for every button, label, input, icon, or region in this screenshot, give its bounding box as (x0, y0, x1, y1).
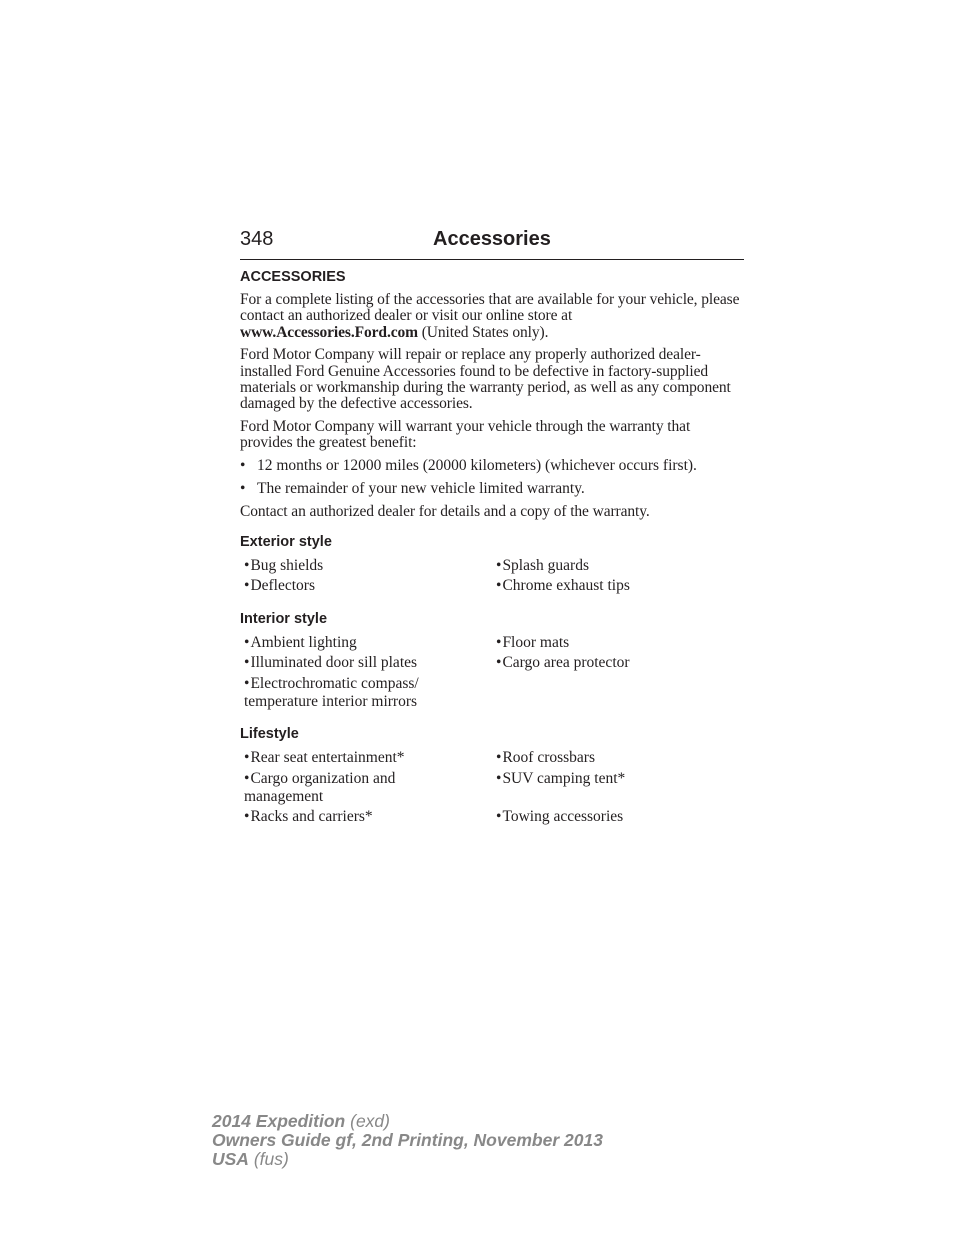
page-number: 348 (240, 228, 274, 250)
list-item: •Roof crossbars (496, 749, 595, 767)
warranty-bullet: • 12 months or 12000 miles (20000 kilometers) (whichever occurs first). (240, 456, 697, 474)
page-header (240, 228, 744, 260)
footer-model-line: 2014 Expedition (exd) (212, 1111, 390, 1131)
list-item: •Ambient lighting (244, 633, 357, 651)
accessories-store-link[interactable]: www.Accessories.Ford.com (240, 323, 418, 341)
chapter-title: Accessories (433, 228, 551, 250)
warranty-paragraph: Ford Motor Company will warrant your vehicle through the warranty that provides the greatest benefit: (240, 417, 691, 452)
list-item: •SUV camping tent* (496, 769, 626, 787)
list-item: •Cargo organization and management (244, 769, 396, 805)
list-item: •Chrome exhaust tips (496, 577, 630, 595)
exterior-list (244, 557, 744, 598)
section-title: ACCESSORIES (240, 269, 346, 285)
list-item: •Towing accessories (496, 808, 624, 826)
list-item: •Floor mats (496, 633, 570, 651)
footer-market-line: USA (fus) (212, 1149, 289, 1169)
lifestyle-list (244, 749, 744, 829)
intro-paragraph: For a complete listing of the accessories that are available for your vehicle, please contact an authorized dealer or visit our online store at www.Accessories.Ford.com (United States only). (240, 291, 740, 341)
contact-paragraph: Contact an authorized dealer for details and a copy of the warranty. (240, 503, 650, 521)
list-item: •Rear seat entertainment* (244, 749, 405, 767)
list-item: •Bug shields (244, 556, 324, 574)
list-item: •Electrochromatic compass/ temperature interior mirrors (244, 674, 419, 710)
page-content (240, 228, 744, 829)
bullet-icon: • (240, 480, 246, 498)
list-item: •Deflectors (244, 577, 315, 595)
list-item: •Racks and carriers* (244, 808, 373, 826)
interior-list (244, 634, 744, 714)
warranty-bullet: • The remainder of your new vehicle limited warranty. (240, 480, 585, 498)
document-footer (212, 1112, 603, 1169)
list-item: •Illuminated door sill plates (244, 654, 418, 672)
list-item: •Splash guards (496, 556, 589, 574)
repair-paragraph: Ford Motor Company will repair or replace any properly authorized dealer-installed Ford Genuine Accessories found to be defective in factory-supplied materials or workmanship during the warranty period, as well as any component damaged by the defective accessories. (240, 346, 731, 413)
footer-printing-line: Owners Guide gf, 2nd Printing, November 2013 (212, 1130, 603, 1150)
interior-heading: Interior style (240, 610, 328, 627)
bullet-icon: • (240, 456, 246, 474)
lifestyle-heading: Lifestyle (240, 726, 299, 743)
exterior-heading: Exterior style (240, 533, 332, 550)
list-item: •Cargo area protector (496, 654, 630, 672)
